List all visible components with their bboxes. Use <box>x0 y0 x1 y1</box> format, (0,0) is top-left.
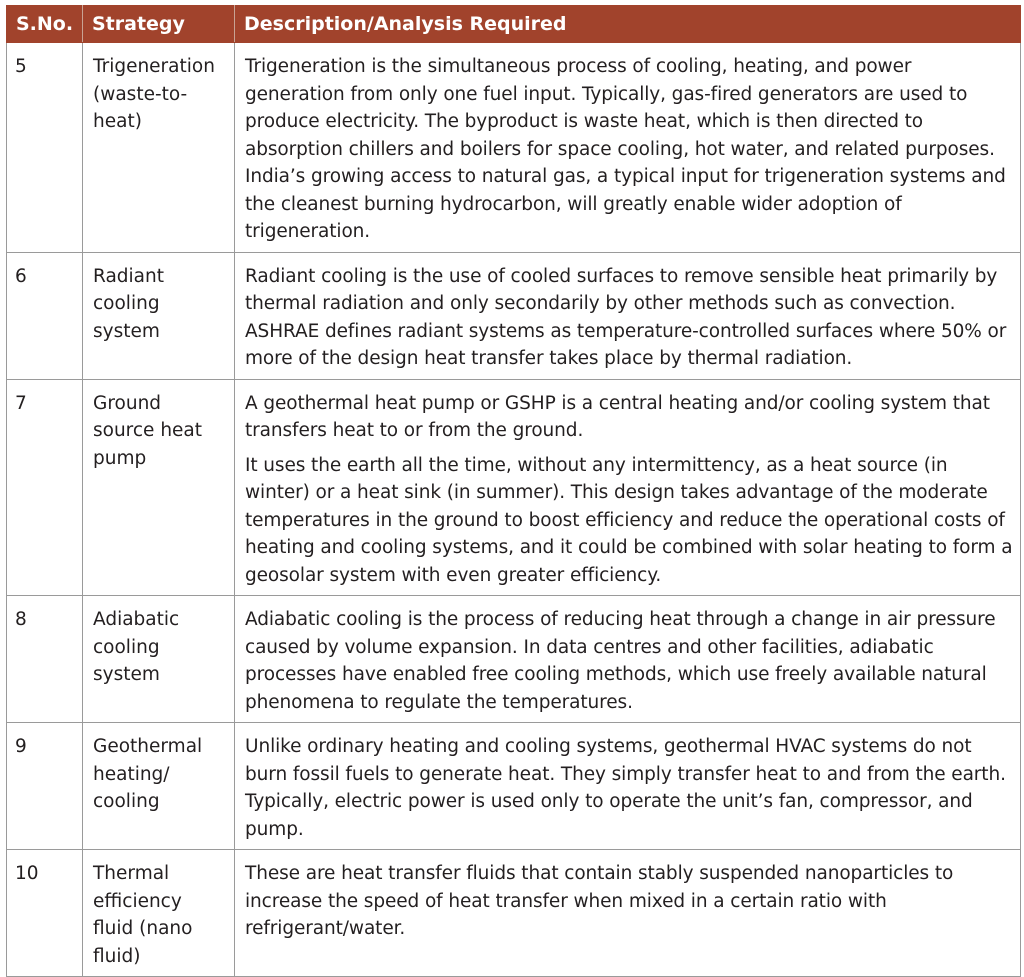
description-paragraph: Adiabatic cooling is the process of reducing heat through a change in air pressure caused by volume expansion. In data centres and other facilities, adiabatic processes have enabled free cooling methods, which use freely available natural phenomena to regulate the temperatures. <box>245 609 996 713</box>
row-description <box>235 43 1021 253</box>
description-paragraph: Trigeneration is the simultaneous process of cooling, heating, and power generation from only one fuel input. Typically, gas-fired generators are used to produce electricity. The byproduct is waste heat, which is then directed to absorption chillers and boilers for space cooling, hot water, and related purposes. India’s growing access to natural gas, a typical input for trigeneration systems and the cleanest burning hydrocarbon, will greatly enable wider adoption of trigeneration. <box>245 56 1006 242</box>
row-sno: 9 <box>7 723 83 850</box>
table-row <box>7 43 1021 253</box>
row-description <box>235 379 1021 596</box>
row-sno: 5 <box>7 43 83 253</box>
table-row <box>7 596 1021 723</box>
table-row <box>7 850 1021 977</box>
description-paragraph: These are heat transfer fluids that contain stably suspended nanoparticles to increase the speed of heat transfer when mixed in a certain ratio with refrigerant/water. <box>245 863 954 939</box>
row-strategy: Radiant cooling system <box>83 252 235 379</box>
table-header <box>7 6 1021 43</box>
table-body <box>7 43 1021 977</box>
description-paragraph: It uses the earth all the time, without any intermittency, as a heat source (in winter) or a heat sink (in summer). This design takes advantage of the moderate temperatures in the ground to boost efficiency and reduce the operational costs of heating and cooling systems, and it could be combined with solar heating to form a geosolar system with even greater efficiency. <box>245 454 1013 586</box>
header-description: Description/Analysis Required <box>235 6 1021 43</box>
header-row <box>7 6 1021 43</box>
table-row <box>7 723 1021 850</box>
row-strategy: Trigeneration (waste-to-heat) <box>83 43 235 253</box>
row-description <box>235 723 1021 850</box>
description-paragraph: Unlike ordinary heating and cooling systems, geothermal HVAC systems do not burn fossil fuels to generate heat. They simply transfer heat to and from the earth. Typically, electric power is used only to operate the unit’s fan, compressor, and pump. <box>245 736 1006 840</box>
row-description <box>235 596 1021 723</box>
row-strategy: Adiabatic cooling system <box>83 596 235 723</box>
row-sno: 10 <box>7 850 83 977</box>
row-strategy: Ground source heat pump <box>83 379 235 596</box>
description-paragraph: Radiant cooling is the use of cooled surfaces to remove sensible heat primarily by thermal radiation and only secondarily by other methods such as convection. ASHRAE defines radiant systems as temperature-controlled surfaces where 50% or more of the design heat transfer takes place by thermal radiation. <box>245 265 1007 369</box>
row-sno: 6 <box>7 252 83 379</box>
header-strategy: Strategy <box>83 6 235 43</box>
row-strategy: Geothermal heating/ cooling <box>83 723 235 850</box>
row-sno: 7 <box>7 379 83 596</box>
row-strategy: Thermal efficiency fluid (nano fluid) <box>83 850 235 977</box>
row-description <box>235 850 1021 977</box>
row-sno: 8 <box>7 596 83 723</box>
row-description <box>235 252 1021 379</box>
description-paragraph: A geothermal heat pump or GSHP is a central heating and/or cooling system that transfers heat to or from the ground. <box>245 392 990 441</box>
header-sno: S.No. <box>7 6 83 43</box>
strategy-table <box>6 5 1021 977</box>
table-row <box>7 252 1021 379</box>
table-row <box>7 379 1021 596</box>
